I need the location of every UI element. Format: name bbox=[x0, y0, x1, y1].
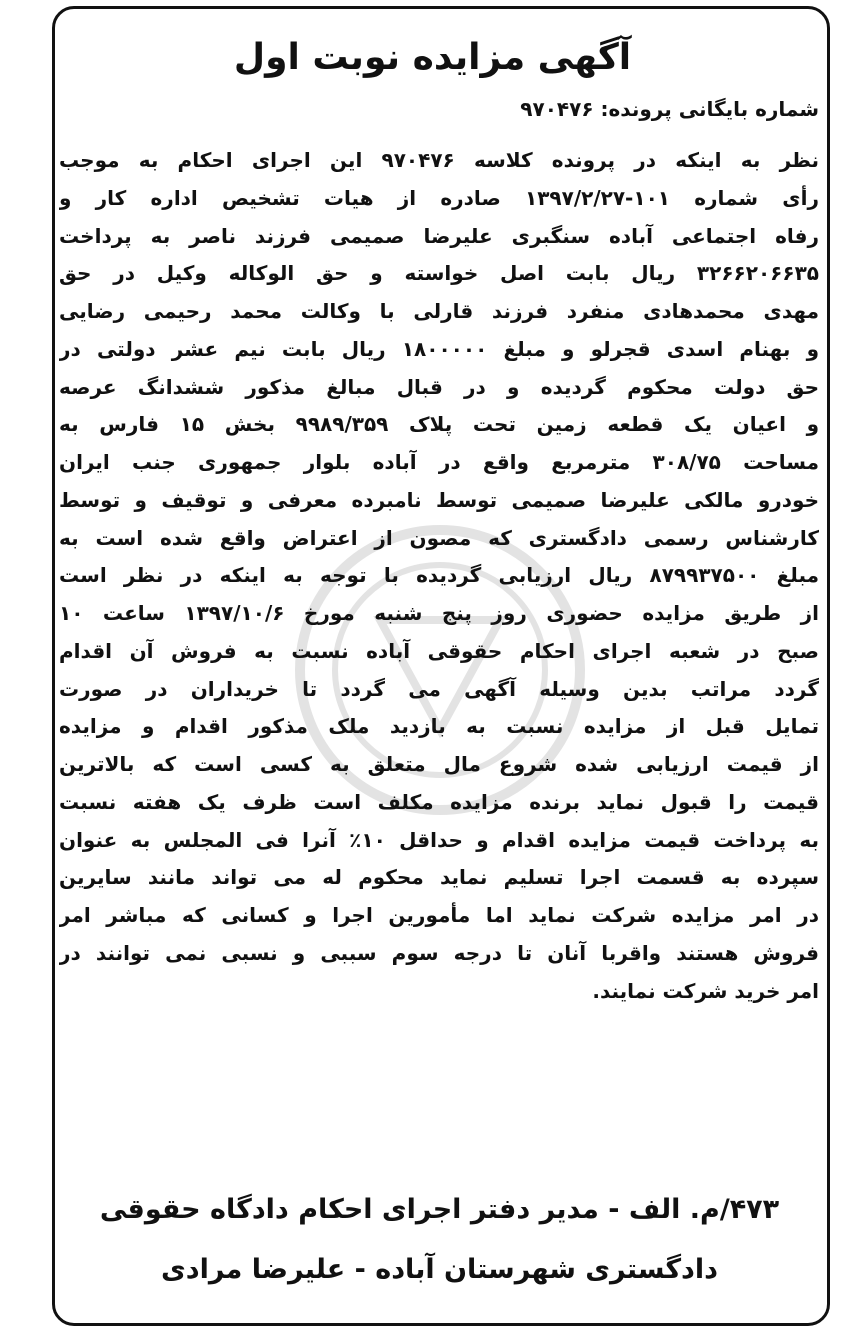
footer-signature-line-2: دادگستری شهرستان آباده - علیرضا مرادی bbox=[160, 1254, 719, 1285]
body-line: مهدی محمدهادی منفرد فرزند قارلی با وکالت محمد رحیمی رضایی bbox=[59, 299, 819, 323]
body-line: سپرده به قسمت اجرا تسلیم نماید محکوم له می تواند مانند سایرین bbox=[59, 865, 819, 890]
body-line: رأی شماره ۱۰۱-۱۳۹۷/۲/۲۷ صادره از هیات تشخیص اداره کار و bbox=[59, 185, 819, 210]
body-line: ۳۲۶۶۲۰۶۶۳۵ ریال بابت اصل خواسته و حق الوکاله وکیل در حق bbox=[59, 261, 819, 286]
body-line: خودرو مالکی علیرضا صمیمی توسط نامبرده معرفی و توقیف و توسط bbox=[59, 487, 819, 512]
file-number-line: شماره بایگانی پرونده: ۹۷۰۴۷۶ bbox=[520, 97, 819, 121]
body-line: قیمت را قبول نماید برنده مزایده مکلف است ظرف یک هفته نسبت bbox=[59, 789, 819, 814]
body-line: و بهنام اسدی قجرلو و مبلغ ۱۸۰۰۰۰۰ ریال بابت نیم عشر دولتی در bbox=[59, 336, 819, 361]
notice-title: آگهی مزایده نوبت اول bbox=[233, 37, 632, 78]
body-line: مساحت ۳۰۸/۷۵ مترمربع واقع در آباده بلوار جمهوری جنب ایران bbox=[59, 450, 819, 474]
notice-body bbox=[59, 142, 819, 1010]
body-line: کارشناس رسمی دادگستری که مصون از اعتراض واقع شده است به bbox=[59, 525, 819, 550]
body-line: نظر به اینکه در پرونده کلاسه ۹۷۰۴۷۶ این اجرای احکام به موجب bbox=[59, 148, 819, 172]
body-line: از قیمت ارزیابی شده شروع مال متعلق به کسی است که بالاترین bbox=[59, 752, 819, 776]
body-line: و اعیان یک قطعه زمین تحت پلاک ۹۹۸۹/۳۵۹ بخش ۱۵ فارس به bbox=[59, 412, 819, 437]
body-line: صبح در شعبه اجرای احکام حقوقی آباده نسبت به فروش آن اقدام bbox=[59, 638, 819, 663]
body-line: در امر مزایده شرکت نماید اما مأمورین اجرا و کسانی که مباشر امر bbox=[59, 903, 819, 927]
body-line: گردد مراتب بدین وسیله آگهی می گردد تا خریداران در صورت bbox=[59, 676, 819, 701]
body-line: امر خرید شرکت نمایند. bbox=[592, 978, 819, 1003]
body-line: رفاه اجتماعی آباده سنگبری علیرضا صمیمی فرزند ناصر به پرداخت bbox=[59, 223, 819, 248]
body-line: مبلغ ۸۷۹۹۳۷۵۰۰ ریال ارزیابی گردیده با توجه به اینکه در نظر است bbox=[59, 563, 819, 588]
body-line: حق دولت محکوم گردیده و در قبال مبالغ مذکور ششدانگ عرصه bbox=[59, 374, 819, 399]
notice-footer bbox=[60, 1180, 819, 1300]
body-line: از طریق مزایده حضوری روز پنج شنبه مورخ ۱۳۹۷/۱۰/۶ ساعت ۱۰ bbox=[59, 601, 819, 625]
body-line: به پرداخت قیمت مزایده اقدام و حداقل ۱۰٪ آنرا فی المجلس به عنوان bbox=[59, 827, 819, 852]
body-line: تمایل قبل از مزایده نسبت به بازدید ملک مذکور اقدام و مزایده bbox=[59, 714, 819, 739]
body-line: فروش هستند واقربا آنان تا درجه سوم سببی و نسبی نمی توانند در bbox=[59, 940, 819, 965]
footer-signature-line-1: ۴۷۳/م. الف - مدیر دفتر اجرای احکام دادگاه حقوقی bbox=[99, 1194, 780, 1225]
